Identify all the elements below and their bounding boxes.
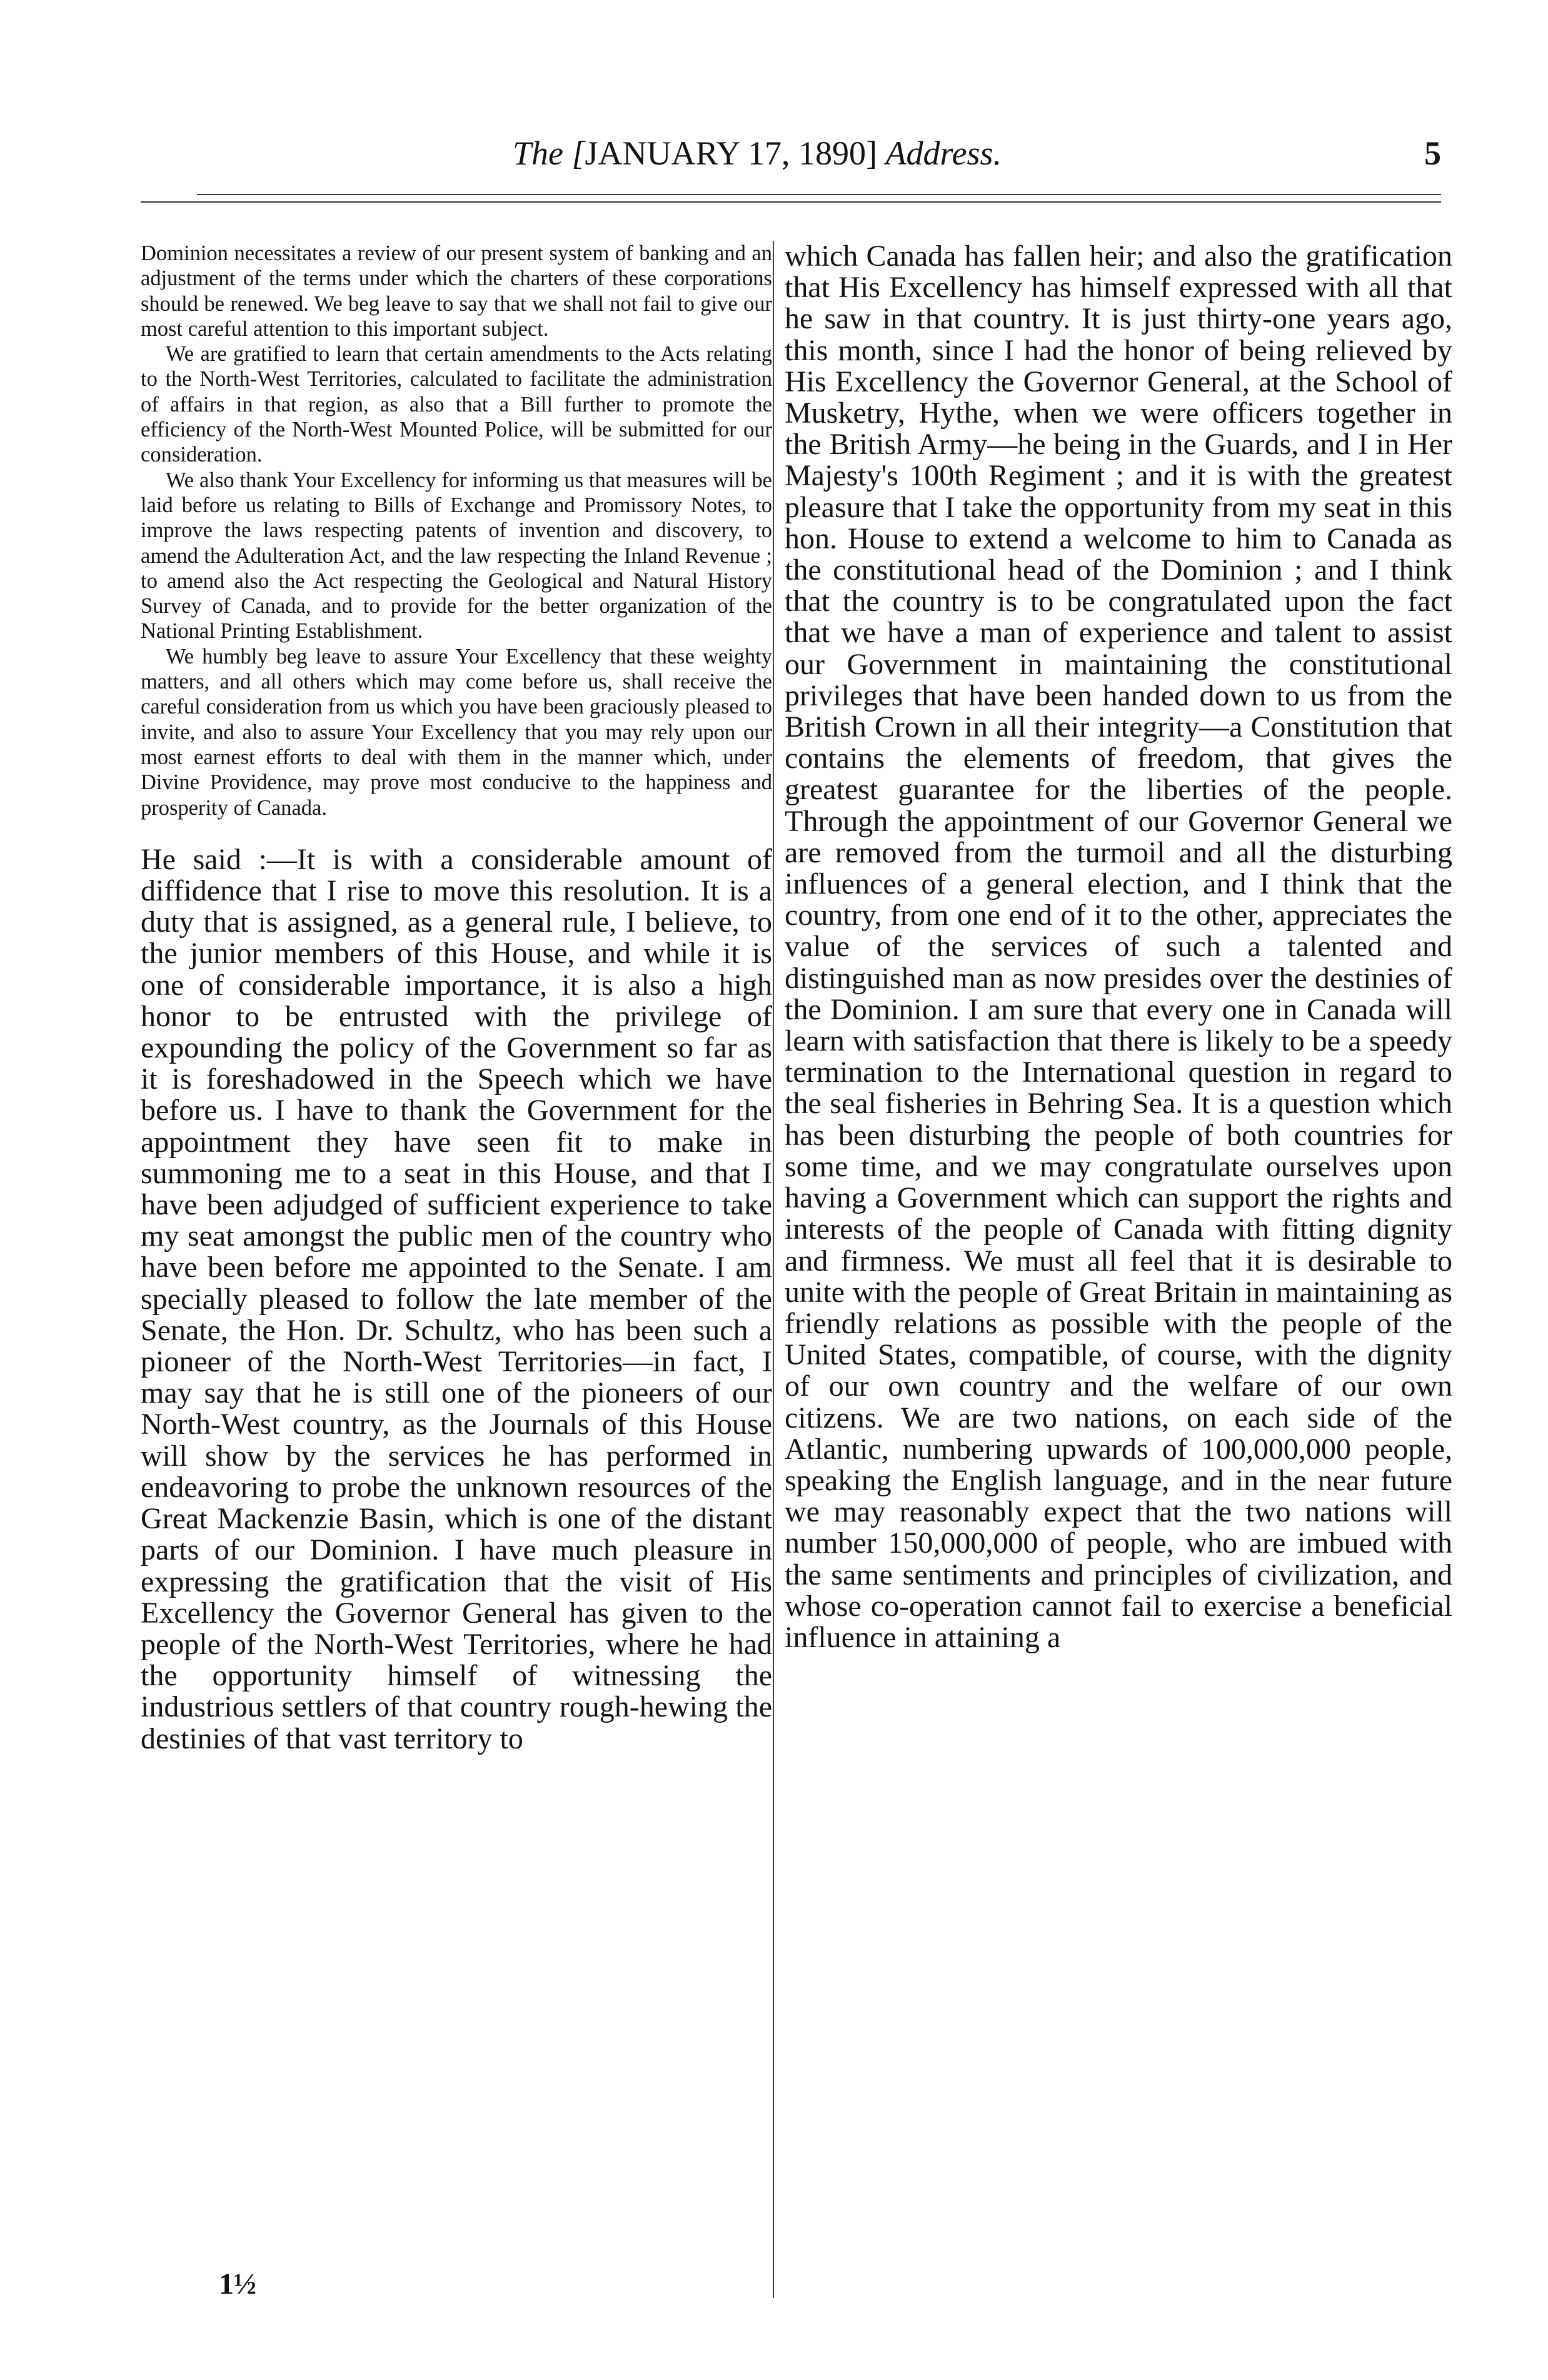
- address-paragraph: We are gratified to learn that certain amendments to the Acts relating to the North-West Territories, calculated to facilitate the administration of affairs in that region, as also that a Bill further to promote the efficiency of the North-West Mounted Police, will be submitted for our consideration.: [141, 342, 772, 467]
- running-head-prefix: The [: [513, 134, 585, 172]
- header-rule-top: [197, 194, 1441, 195]
- column-divider: [773, 241, 774, 2298]
- right-column-paragraph: which Canada has fallen heir; and also the gratification that His Excellency has himself expressed with all that he saw in that country. It is just thirty-one years ago, this month, since I had the honor of being relieved by His Excellency the Governor General, at the School of Musketry, Hythe, when we were officers together in the British Army—he being in the Guards, and I in Her Majesty's 100th Regiment ; and it is with the greatest pleasure that I take the opportunity from my seat in this hon. House to extend a welcome to him to Canada as the constitutional head of the Dominion ; and I think that the country is to be congratulated upon the fact that we have a man of experience and talent to assist our Government in maintaining the constitutional privileges that have been handed down to us from the British Crown in all their integrity—a Constitution that contains the elements of freedom, that gives the greatest guarantee for the liberties of the people. Through the appointment of our Governor General we are removed from the turmoil and all the disturbing influences of a general election, and I think that the country, from one end of it to the other, appreciates the value of the services of such a talented and distinguished man as now presides over the destinies of the Dominion. I am sure that every one in Canada will learn with satisfaction that there is likely to be a speedy termination to the International question in regard to the seal fisheries in Behring Sea. It is a question which has been disturbing the people of both countries for some time, and we may congratulate ourselves upon having a Government which can support the rights and interests of the people of Canada with fitting dignity and firmness. We must all feel that it is desirable to unite with the people of Great Britain in maintaining as friendly relations as possible with the people of the United States, compatible, of course, with the dignity of our own country and the welfare of our own citizens. We are two nations, on each side of the Atlantic, numbering upwards of 100,000,000 people, speaking the English language, and in the near future we may reasonably expect that the two nations will number 150,000,000 of people, who are imbued with the same sentiments and principles of civilization, and whose co-operation cannot fail to exercise a beneficial influence in attaining a: [785, 241, 1452, 1654]
- header-rule-bottom: [141, 201, 1441, 203]
- address-paragraph: We also thank Your Excellency for informing us that measures will be laid before us relating to Bills of Exchange and Promissory Notes, to improve the laws respecting patents of invention and discovery, to amend the Adulteration Act, and the law respecting the Inland Revenue ; to amend also the Act respecting the Geological and Natural History Survey of Canada, and to provide for the better organization of the National Printing Establishment.: [141, 468, 772, 643]
- signature-mark: 1½: [219, 2267, 256, 2301]
- address-paragraph: We humbly beg leave to assure Your Excellency that these weighty matters, and all others which may come before us, shall receive the careful consideration from us which you have been graciously pleased to invite, and also to assure Your Excellency that you may rely upon our most earnest efforts to deal with them in the manner which, under Divine Providence, may prove most conducive to the happiness and prosperity of Canada.: [141, 644, 772, 820]
- page-number: 5: [1424, 134, 1441, 172]
- running-head-bracket: ]: [866, 134, 878, 172]
- address-paragraph: Dominion necessitates a review of our present system of banking and an adjustment of the terms under which the charters of these corporations should be renewed. We beg leave to say that we shall not fail to give our most careful attention to this important subject.: [141, 241, 772, 341]
- running-head: [513, 128, 1075, 178]
- right-column: [777, 241, 1452, 2323]
- address-text: [141, 241, 772, 820]
- running-head-date: JANUARY 17, 1890: [585, 134, 867, 172]
- running-head-section: Address.: [885, 134, 1002, 172]
- page-header: [0, 128, 1548, 178]
- speech-paragraph: He said :—It is with a considerable amount of diffidence that I rise to move this resolution. It is a duty that is assigned, as a general rule, I believe, to the junior members of this House, and while it is one of considerable importance, it is also a high honor to be entrusted with the privilege of expounding the policy of the Government so far as it is foreshadowed in the Speech which we have before us. I have to thank the Government for the appointment they have seen fit to make in summoning me to a seat in this House, and that I have been adjudged of sufficient experience to take my seat amongst the public men of the country who have been before me appointed to the Senate. I am specially pleased to follow the late member of the Senate, the Hon. Dr. Schultz, who has been such a pioneer of the North-West Territories—in fact, I may say that he is still one of the pioneers of our North-West country, as the Journals of this House will show by the services he has performed in endeavoring to probe the unknown resources of the Great Mackenzie Basin, which is one of the distant parts of our Dominion. I have much pleasure in expressing the gratification that the visit of His Excellency the Governor General has given to the people of the North-West Territories, where he had the opportunity himself of witnessing the industrious settlers of that country rough-hewing the destinies of that vast territory to: [141, 842, 772, 1755]
- left-column: [141, 241, 772, 2323]
